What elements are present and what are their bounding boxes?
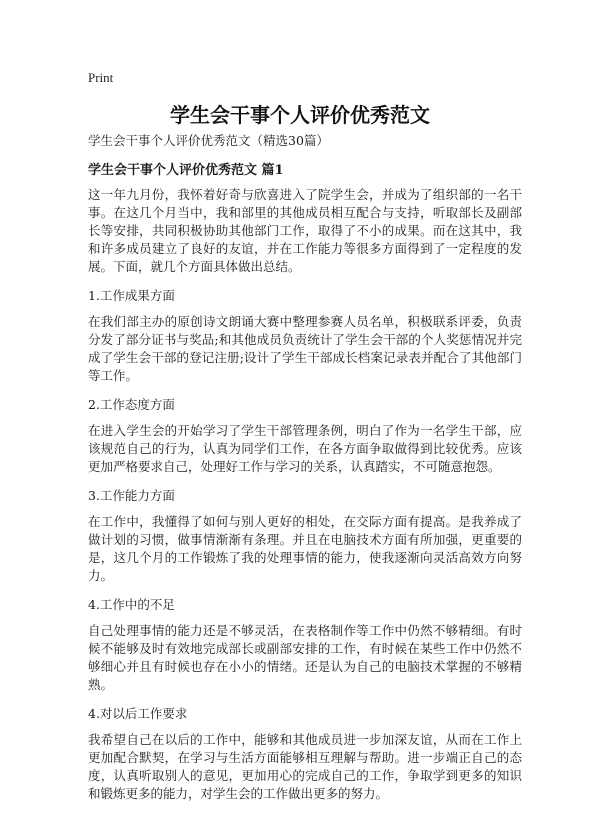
section-heading-future-requirements: 4.对以后工作要求: [88, 706, 188, 721]
print-link[interactable]: Print: [88, 70, 114, 85]
section-text-work-attitude: 在进入学生会的开始学习了学生干部管理条例，明白了作为一名学生干部，应该规范自己的行为，认真为同学们工作，在各方面争取做得到比较优秀。应该更加严格要求自己，处理好工作与学习的关系，认真踏实，不可随意抱怨。: [88, 423, 522, 474]
document-body: [88, 132, 522, 814]
intro-paragraph: 这一年九月份，我怀着好奇与欣喜进入了院学生会，并成为了组织部的一名干事。在这几个月当中，我和部里的其他成员相互配合与支持，听取部长及副部长等安排，共同积极协助其他部门工作，取得了不小的成果。而在这其中，我和许多成员建立了良好的友谊，并在工作能力等很多方面得到了一定程度的发展。下面，就几个方面具体做出总结。: [88, 187, 522, 274]
section-heading-work-ability: 3.工作能力方面: [88, 488, 175, 503]
section-text-future-requirements: 我希望自己在以后的工作中，能够和其他成员进一步加深友谊，从而在工作上更加配合默契，在学习与生活方面能够相互理解与帮助。进一步端正自己的态度，认真听取别人的意见，更加用心的完成自己的工作，争取学到更多的知识和锻炼更多的能力，对学生会的工作做出更多的努力。: [88, 732, 522, 801]
section-text-shortcomings: 自己处理事情的能力还是不够灵活，在表格制作等工作中仍然不够精细。有时候不能够及时有效地完成部长或副部安排的工作，有时候在某些工作中仍然不够细心并且有时候也存在小小的情绪。还是认为自己的电脑技术掌握的不够精熟。: [88, 623, 522, 692]
section-text-work-ability: 在工作中，我懂得了如何与别人更好的相处，在交际方面有提高。是我养成了做计划的习惯，做事情渐渐有条理。并且在电脑技术方面有所加强，更重要的是，这几个月的工作锻炼了我的处理事情的能力，使我逐渐向灵活高效方向努力。: [88, 514, 522, 583]
section-title: 学生会干事个人评价优秀范文 篇1: [88, 163, 284, 178]
section-heading-shortcomings: 4.工作中的不足: [88, 597, 175, 612]
section-heading-work-results: 1.工作成果方面: [88, 288, 175, 303]
section-text-work-results: 在我们部主办的原创诗文朗诵大赛中整理参赛人员名单，积极联系评委，负责分发了部分证书与奖品;和其他成员负责统计了学生会干部的个人奖惩情况并完成了学生会干部的登记注册;设计了学生干部成长档案记录表并配合了其他部门等工作。: [88, 314, 522, 383]
document-title: 学生会干事个人评价优秀范文: [170, 103, 430, 127]
document-subtitle: 学生会干事个人评价优秀范文（精选30篇）: [88, 133, 329, 148]
section-heading-work-attitude: 2.工作态度方面: [88, 397, 175, 412]
